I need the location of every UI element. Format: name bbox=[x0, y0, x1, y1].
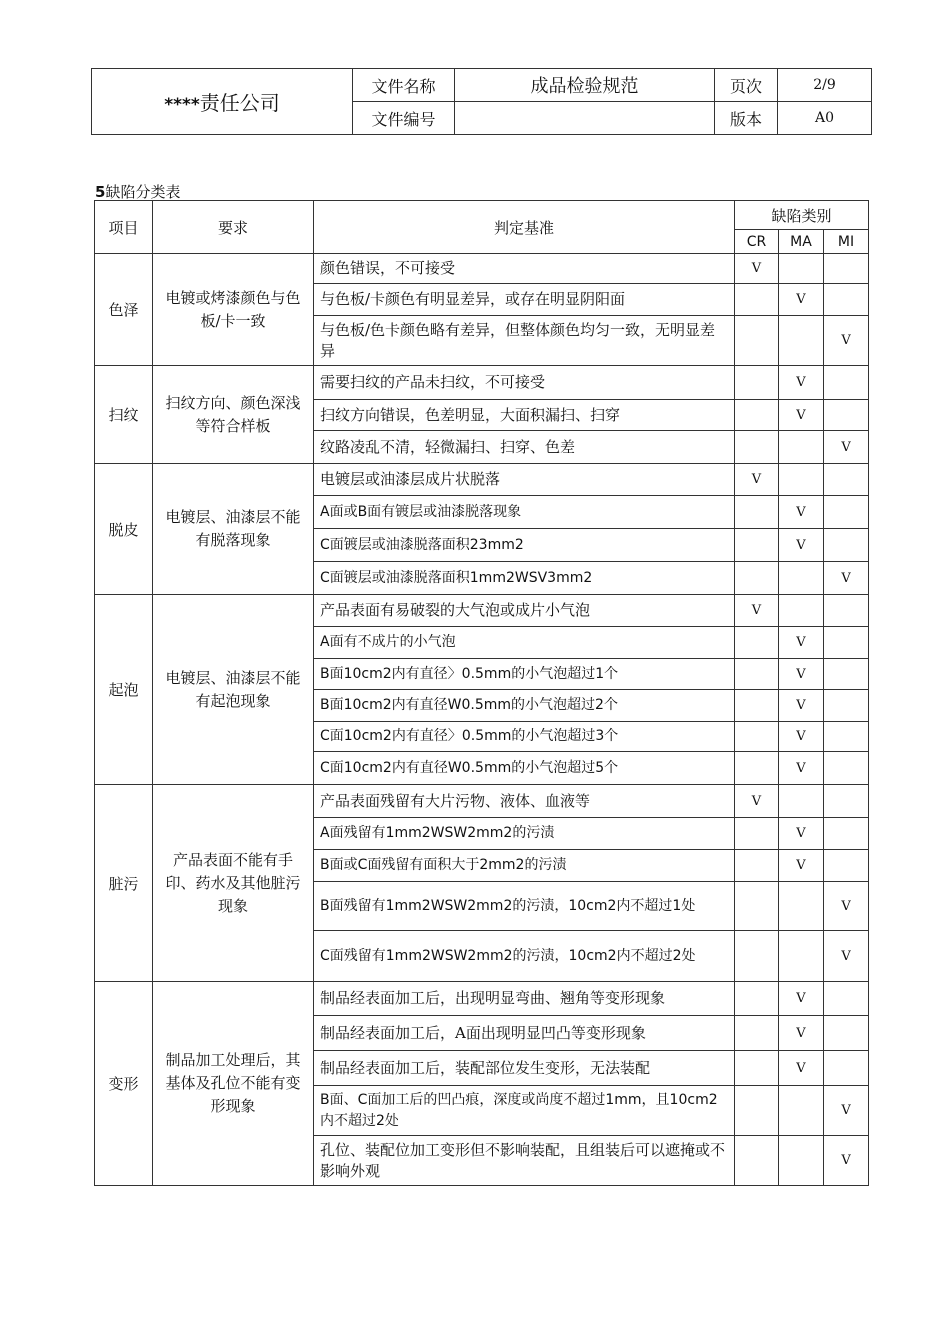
section-number: 5 bbox=[95, 183, 106, 201]
mark-mi bbox=[824, 722, 869, 752]
header-ma: MA bbox=[779, 230, 824, 254]
mark-mi bbox=[824, 366, 869, 400]
criteria-cell: C面10cm2内有直径〉0.5mm的小气泡超过3个 bbox=[314, 722, 735, 752]
requirement-cell: 电镀或烤漆颜色与色板/卡一致 bbox=[153, 254, 314, 366]
mark-cr: V bbox=[735, 785, 779, 818]
mark-ma bbox=[779, 931, 824, 982]
mark-ma: V bbox=[779, 690, 824, 722]
mark-ma bbox=[779, 1086, 824, 1136]
requirement-cell: 电镀层、油漆层不能有脱落现象 bbox=[153, 464, 314, 595]
mark-ma: V bbox=[779, 496, 824, 529]
mark-cr bbox=[735, 316, 779, 366]
mark-ma bbox=[779, 595, 824, 627]
mark-mi bbox=[824, 496, 869, 529]
criteria-cell: B面、C面加工后的凹凸痕，深度或尚度不超过1mm，且10cm2内不超过2处 bbox=[314, 1086, 735, 1136]
mark-mi: V bbox=[824, 431, 869, 464]
criteria-cell: C面残留有1mm2WSW2mm2的污渍，10cm2内不超过2处 bbox=[314, 931, 735, 982]
header-category: 缺陷类别 bbox=[735, 201, 869, 230]
company-name-text: 责任公司 bbox=[199, 91, 280, 115]
mark-cr bbox=[735, 400, 779, 431]
criteria-cell: 电镀层或油漆层成片状脱落 bbox=[314, 464, 735, 496]
criteria-cell: C面10cm2内有直径W0.5mm的小气泡超过5个 bbox=[314, 752, 735, 785]
item-cell: 变形 bbox=[95, 982, 153, 1186]
mark-cr bbox=[735, 882, 779, 931]
mark-cr bbox=[735, 752, 779, 785]
table-row bbox=[95, 982, 869, 1016]
table-row bbox=[95, 785, 869, 818]
criteria-cell: 需要扫纹的产品未扫纹，不可接受 bbox=[314, 366, 735, 400]
mark-ma: V bbox=[779, 529, 824, 562]
criteria-cell: B面10cm2内有直径〉0.5mm的小气泡超过1个 bbox=[314, 659, 735, 690]
mark-mi bbox=[824, 595, 869, 627]
section-title-text: 缺陷分类表 bbox=[105, 183, 181, 201]
document-header bbox=[91, 68, 872, 135]
header-mi: MI bbox=[824, 230, 869, 254]
mark-ma: V bbox=[779, 1016, 824, 1051]
mark-cr bbox=[735, 431, 779, 464]
mark-mi: V bbox=[824, 1086, 869, 1136]
mark-cr bbox=[735, 818, 779, 850]
mark-ma: V bbox=[779, 818, 824, 850]
section-title bbox=[95, 181, 180, 202]
criteria-cell: C面镀层或油漆脱落面积23mm2 bbox=[314, 529, 735, 562]
header-requirement: 要求 bbox=[153, 201, 314, 254]
company-stars: **** bbox=[164, 95, 200, 115]
mark-mi: V bbox=[824, 882, 869, 931]
criteria-cell: 纹路凌乱不清，轻微漏扫、扫穿、色差 bbox=[314, 431, 735, 464]
mark-cr bbox=[735, 982, 779, 1016]
mark-mi: V bbox=[824, 1136, 869, 1186]
mark-ma bbox=[779, 431, 824, 464]
requirement-cell: 制品加工处理后，其基体及孔位不能有变形现象 bbox=[153, 982, 314, 1186]
page-label: 页次 bbox=[715, 69, 778, 102]
doc-no-value bbox=[455, 102, 715, 135]
mark-cr bbox=[735, 1086, 779, 1136]
mark-cr bbox=[735, 1051, 779, 1086]
mark-mi bbox=[824, 464, 869, 496]
criteria-cell: 与色板/卡颜色有明显差异，或存在明显阴阳面 bbox=[314, 284, 735, 316]
mark-ma: V bbox=[779, 850, 824, 882]
criteria-cell: A面有不成片的小气泡 bbox=[314, 627, 735, 659]
mark-mi bbox=[824, 785, 869, 818]
mark-ma bbox=[779, 1136, 824, 1186]
header-cr: CR bbox=[735, 230, 779, 254]
mark-cr bbox=[735, 366, 779, 400]
mark-mi bbox=[824, 850, 869, 882]
mark-ma: V bbox=[779, 366, 824, 400]
criteria-cell: 孔位、装配位加工变形但不影响装配，且组装后可以遮掩或不影响外观 bbox=[314, 1136, 735, 1186]
mark-cr bbox=[735, 562, 779, 595]
mark-ma bbox=[779, 316, 824, 366]
mark-cr bbox=[735, 850, 779, 882]
mark-ma bbox=[779, 562, 824, 595]
table-row bbox=[95, 595, 869, 627]
criteria-cell: A面或B面有镀层或油漆脱落现象 bbox=[314, 496, 735, 529]
mark-cr bbox=[735, 931, 779, 982]
criteria-cell: 制品经表面加工后，A面出现明显凹凸等变形现象 bbox=[314, 1016, 735, 1051]
mark-ma: V bbox=[779, 752, 824, 785]
doc-no-label: 文件编号 bbox=[353, 102, 455, 135]
mark-cr bbox=[735, 284, 779, 316]
mark-cr bbox=[735, 722, 779, 752]
requirement-cell: 产品表面不能有手印、药水及其他脏污现象 bbox=[153, 785, 314, 982]
criteria-cell: 制品经表面加工后，出现明显弯曲、翘角等变形现象 bbox=[314, 982, 735, 1016]
mark-mi bbox=[824, 284, 869, 316]
doc-name-value: 成品检验规范 bbox=[455, 69, 715, 102]
criteria-cell: B面残留有1mm2WSW2mm2的污渍，10cm2内不超过1处 bbox=[314, 882, 735, 931]
header-criteria: 判定基准 bbox=[314, 201, 735, 254]
item-cell: 脏污 bbox=[95, 785, 153, 982]
mark-mi bbox=[824, 1016, 869, 1051]
mark-cr bbox=[735, 529, 779, 562]
mark-ma: V bbox=[779, 722, 824, 752]
mark-cr bbox=[735, 1016, 779, 1051]
mark-ma: V bbox=[779, 284, 824, 316]
company-name bbox=[92, 69, 353, 135]
mark-ma: V bbox=[779, 982, 824, 1016]
mark-mi: V bbox=[824, 931, 869, 982]
mark-mi bbox=[824, 818, 869, 850]
mark-cr bbox=[735, 496, 779, 529]
doc-name-label: 文件名称 bbox=[353, 69, 455, 102]
mark-cr bbox=[735, 1136, 779, 1186]
mark-cr bbox=[735, 659, 779, 690]
mark-ma bbox=[779, 882, 824, 931]
mark-ma bbox=[779, 785, 824, 818]
item-cell: 起泡 bbox=[95, 595, 153, 785]
mark-cr bbox=[735, 627, 779, 659]
criteria-cell: A面残留有1mm2WSW2mm2的污渍 bbox=[314, 818, 735, 850]
mark-mi bbox=[824, 400, 869, 431]
header-item: 项目 bbox=[95, 201, 153, 254]
criteria-cell: 扫纹方向错误，色差明显，大面积漏扫、扫穿 bbox=[314, 400, 735, 431]
version-label: 版本 bbox=[715, 102, 778, 135]
criteria-cell: 与色板/色卡颜色略有差异，但整体颜色均匀一致，无明显差异 bbox=[314, 316, 735, 366]
table-row bbox=[95, 254, 869, 284]
mark-mi: V bbox=[824, 316, 869, 366]
requirement-cell: 扫纹方向、颜色深浅等符合样板 bbox=[153, 366, 314, 464]
mark-mi bbox=[824, 752, 869, 785]
criteria-cell: 颜色错误，不可接受 bbox=[314, 254, 735, 284]
criteria-cell: 制品经表面加工后，装配部位发生变形，无法装配 bbox=[314, 1051, 735, 1086]
mark-mi bbox=[824, 529, 869, 562]
mark-mi bbox=[824, 254, 869, 284]
defect-classification-table bbox=[94, 200, 869, 1186]
mark-cr: V bbox=[735, 595, 779, 627]
version-value: A0 bbox=[778, 102, 872, 135]
item-cell: 扫纹 bbox=[95, 366, 153, 464]
requirement-cell: 电镀层、油漆层不能有起泡现象 bbox=[153, 595, 314, 785]
criteria-cell: B面10cm2内有直径W0.5mm的小气泡超过2个 bbox=[314, 690, 735, 722]
item-cell: 脱皮 bbox=[95, 464, 153, 595]
criteria-cell: 产品表面残留有大片污物、液体、血液等 bbox=[314, 785, 735, 818]
table-row bbox=[95, 366, 869, 400]
mark-ma bbox=[779, 254, 824, 284]
criteria-cell: 产品表面有易破裂的大气泡或成片小气泡 bbox=[314, 595, 735, 627]
item-cell: 色泽 bbox=[95, 254, 153, 366]
mark-ma: V bbox=[779, 659, 824, 690]
criteria-cell: C面镀层或油漆脱落面积1mm2WSV3mm2 bbox=[314, 562, 735, 595]
table-body bbox=[95, 254, 869, 1186]
mark-mi bbox=[824, 690, 869, 722]
mark-cr: V bbox=[735, 464, 779, 496]
page-value: 2/9 bbox=[778, 69, 872, 102]
mark-mi bbox=[824, 1051, 869, 1086]
mark-ma: V bbox=[779, 627, 824, 659]
mark-mi bbox=[824, 982, 869, 1016]
mark-mi bbox=[824, 659, 869, 690]
mark-mi: V bbox=[824, 562, 869, 595]
table-row bbox=[95, 464, 869, 496]
mark-mi bbox=[824, 627, 869, 659]
mark-ma: V bbox=[779, 400, 824, 431]
criteria-cell: B面或C面残留有面积大于2mm2的污渍 bbox=[314, 850, 735, 882]
mark-ma: V bbox=[779, 1051, 824, 1086]
mark-ma bbox=[779, 464, 824, 496]
mark-cr: V bbox=[735, 254, 779, 284]
mark-cr bbox=[735, 690, 779, 722]
